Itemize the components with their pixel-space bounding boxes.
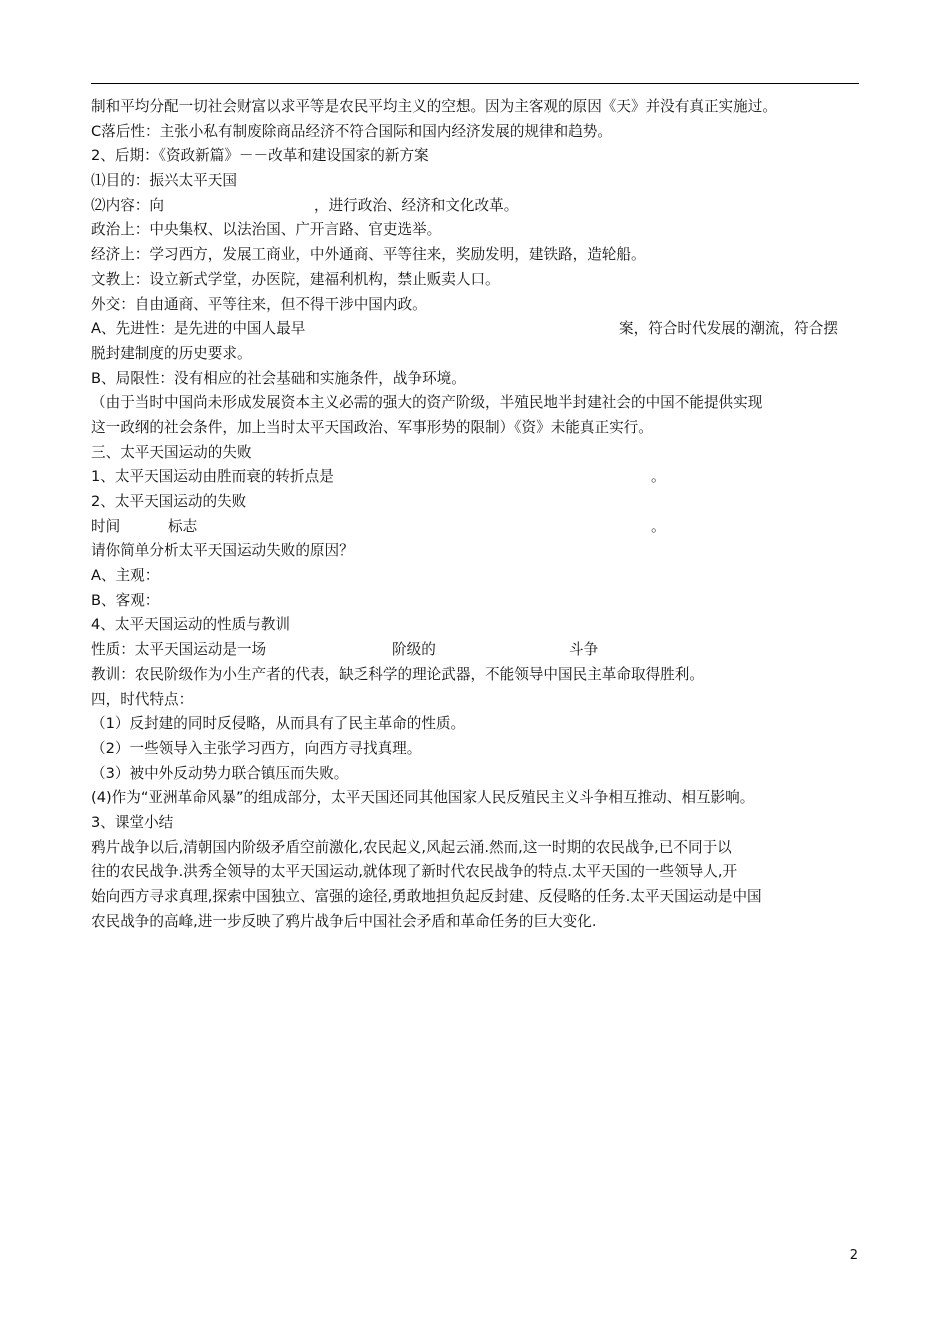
text-fragment: 性质：太平天国运动是一场 xyxy=(91,641,267,659)
text-line xyxy=(91,317,861,342)
text-line: 制和平均分配一切社会财富以求平等是农民平均主义的空想。因为主客观的原因《天》并没有真正实施过。 xyxy=(91,98,777,115)
text-line xyxy=(91,638,861,663)
text-fragment: 时间 xyxy=(91,517,121,535)
text-fragment: 。 xyxy=(651,468,666,486)
text-fragment: ，进行政治、经济和文化改革。 xyxy=(313,196,519,214)
text-line: (4)作为“亚洲革命风暴”的组成部分，太平天国还同其他国家人民反殖民主义斗争相互推动、相互影响。 xyxy=(91,789,755,807)
text-line: ⑴目的：振兴太平天国 xyxy=(91,172,237,190)
text-fragment: 案，符合时代发展的潮流，符合摆 xyxy=(619,320,838,338)
text-line: 请你简单分析太平天国运动失败的原因？ xyxy=(91,542,354,560)
text-line: （1）反封建的同时反侵略，从而具有了民主革命的性质。 xyxy=(91,715,466,733)
text-fragment: ⑵内容：向 xyxy=(91,196,164,214)
text-line: 文教上：设立新式学堂，办医院，建福利机构，禁止贩卖人口。 xyxy=(91,270,500,288)
document-body xyxy=(91,95,861,934)
text-line: 经济上：学习西方，发展工商业，中外通商、平等往来，奖励发明，建铁路，造轮船。 xyxy=(91,246,646,264)
paragraph-line: 鸦片战争以后,清朝国内阶级矛盾空前激化,农民起义,风起云涌.然而,这一时期的农民战争,已不同于以 xyxy=(91,838,732,856)
text-line: 脱封建制度的历史要求。 xyxy=(91,344,252,362)
text-fragment: 。 xyxy=(651,517,666,535)
text-fragment: 标志 xyxy=(168,517,198,535)
text-fragment: 阶级的 xyxy=(392,641,436,659)
text-line: 外交：自由通商、平等往来，但不得干涉中国内政。 xyxy=(91,295,427,313)
text-line: （由于当时中国尚未形成发展资本主义必需的强大的资产阶级，半殖民地半封建社会的中国不能提供实现 xyxy=(91,394,763,412)
text-line xyxy=(91,515,861,540)
text-line: A、主观： xyxy=(91,567,160,585)
text-line: 2、太平天国运动的失败 xyxy=(91,493,247,510)
section-heading: 4、太平天国运动的性质与教训 xyxy=(91,616,291,634)
text-line: （3）被中外反动势力联合镇压而失败。 xyxy=(91,764,349,782)
text-fragment: 斗争 xyxy=(569,641,599,659)
page-number: 2 xyxy=(849,1248,858,1263)
paragraph-line: 往的农民战争.洪秀全领导的太平天国运动,就体现了新时代农民战争的特点.太平天国的一些领导人,开 xyxy=(91,863,738,881)
section-heading: 3、课堂小结 xyxy=(91,813,174,831)
section-heading: 四，时代特点： xyxy=(91,690,194,708)
text-line: B、客观： xyxy=(91,591,160,609)
text-line: C落后性：主张小私有制废除商品经济不符合国际和国内经济发展的规律和趋势。 xyxy=(91,122,612,140)
text-line: 这一政纲的社会条件，加上当时太平天国政治、军事形势的限制）《资》未能真正实行。 xyxy=(91,418,653,436)
text-line: B、局限性：没有相应的社会基础和实施条件，战争环境。 xyxy=(91,369,466,387)
text-fragment: A、先进性：是先进的中国人最早 xyxy=(91,320,306,338)
section-heading: 2、后期：《资政新篇》－－改革和建设国家的新方案 xyxy=(91,147,429,165)
section-heading: 三、太平天国运动的失败 xyxy=(91,443,252,461)
text-line: 政治上：中央集权、以法治国、广开言路、官吏选举。 xyxy=(91,221,442,239)
paragraph-line: 始向西方寻求真理,探索中国独立、富强的途径,勇敢地担负起反封建、反侵略的任务.太平天国运动是中国 xyxy=(91,888,762,905)
header-rule xyxy=(91,83,859,84)
paragraph-line: 农民战争的高峰,进一步反映了鸦片战争后中国社会矛盾和革命任务的巨大变化. xyxy=(91,912,597,930)
text-line: （2）一些领导入主张学习西方，向西方寻找真理。 xyxy=(91,739,422,757)
text-fragment: 1、太平天国运动由胜而衰的转折点是 xyxy=(91,468,334,486)
text-line xyxy=(91,194,861,219)
text-line: 教训：农民阶级作为小生产者的代表，缺乏科学的理论武器，不能领导中国民主革命取得胜利。 xyxy=(91,665,704,683)
text-line xyxy=(91,465,861,490)
